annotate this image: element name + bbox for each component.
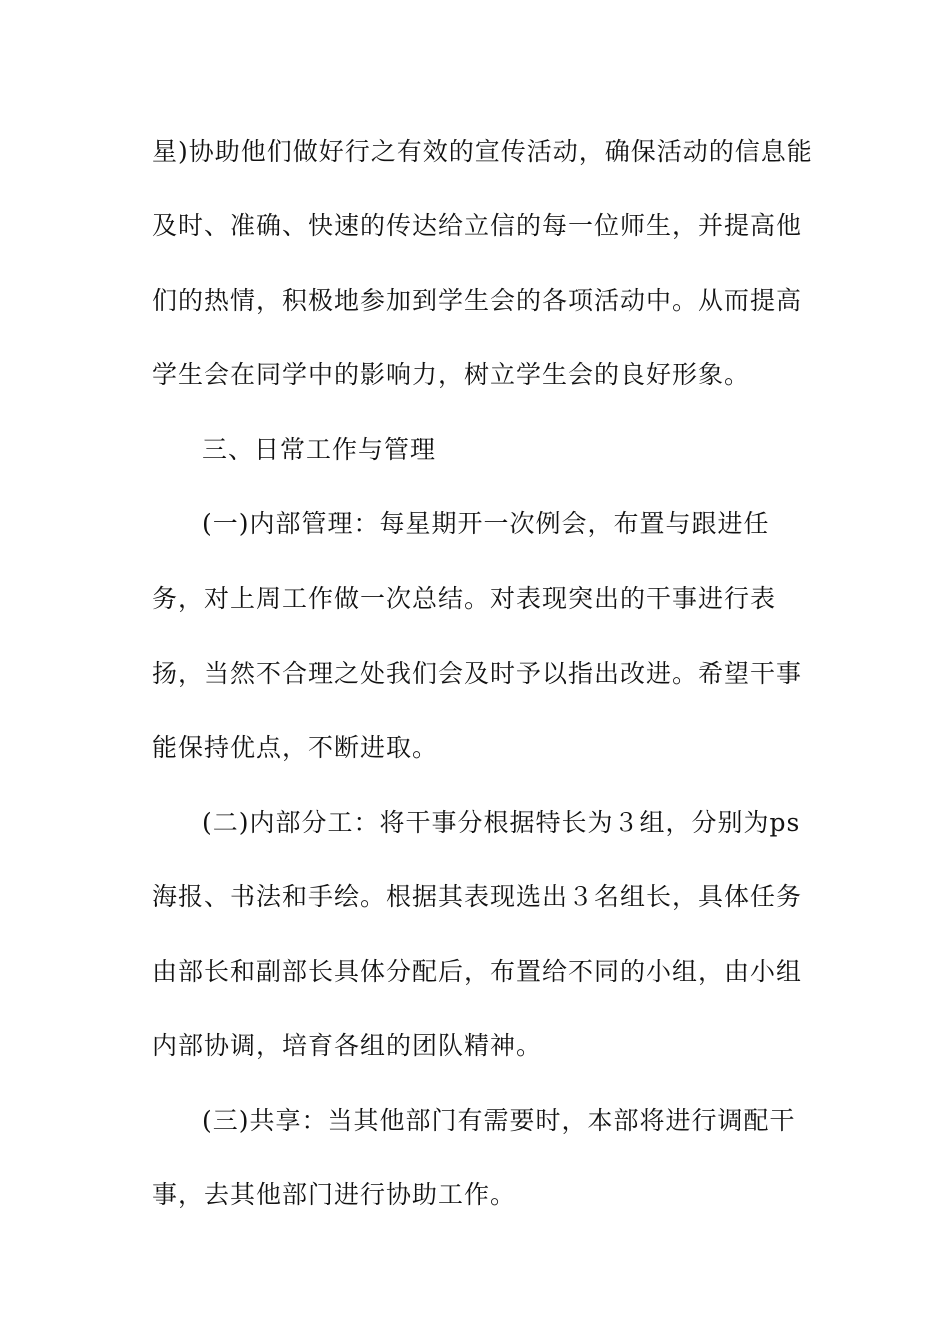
paragraph-line: 们的热情，积极地参加到学生会的各项活动中。从而提高	[152, 286, 803, 315]
section-heading: 三、日常工作与管理	[202, 435, 437, 464]
paragraph-line: 内部协调，培育各组的团队精神。	[152, 1031, 543, 1060]
paragraph-line: 扬，当然不合理之处我们会及时予以指出改进。希望干事	[152, 659, 803, 688]
paragraph-line: 星)协助他们做好行之有效的宣传活动，确保活动的信息能	[152, 137, 813, 166]
paragraph-line: 由部长和副部长具体分配后，布置给不同的小组，由小组	[152, 957, 803, 986]
paragraph-line: 学生会在同学中的影响力，树立学生会的良好形象。	[152, 360, 751, 389]
paragraph-line: (三)共享：当其他部门有需要时，本部将进行调配干	[202, 1106, 796, 1135]
paragraph-line: (一)内部管理：每星期开一次例会，布置与跟进任	[202, 509, 770, 538]
paragraph-line: 能保持优点，不断进取。	[152, 733, 439, 762]
paragraph-line: 事，去其他部门进行协助工作。	[152, 1180, 517, 1209]
paragraph-line: 务，对上周工作做一次总结。对表现突出的干事进行表	[152, 584, 777, 613]
paragraph-line: 海报、书法和手绘。根据其表现选出３名组长，具体任务	[152, 882, 803, 911]
paragraph-line: 及时、准确、快速的传达给立信的每一位师生，并提高他	[152, 211, 803, 240]
paragraph-line: (二)内部分工：将干事分根据特长为３组，分别为ps	[202, 808, 801, 837]
